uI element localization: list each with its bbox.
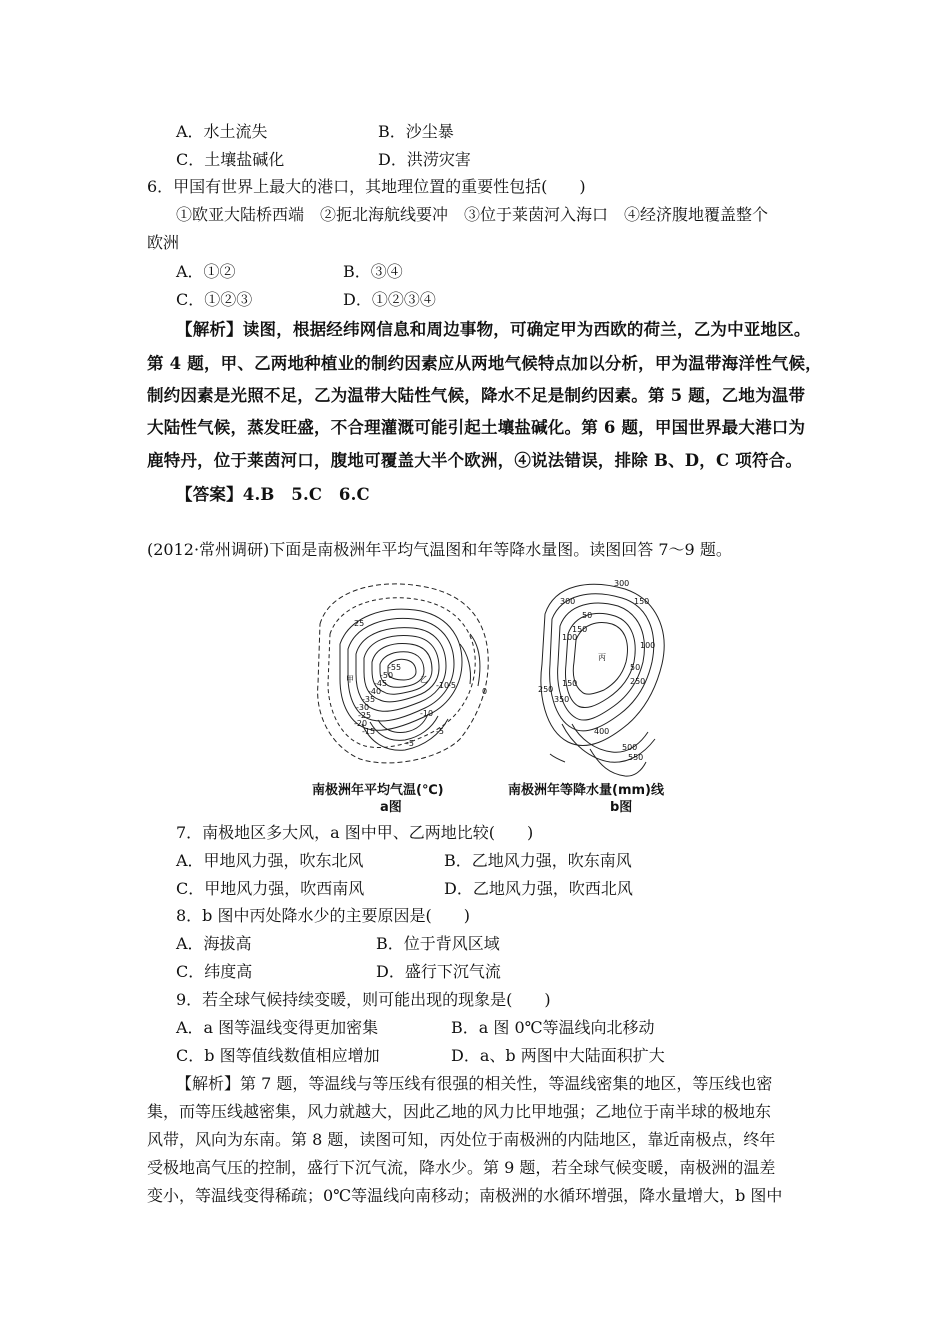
map-a-mark: -35: [362, 695, 376, 704]
analysis1-line1: 【解析】读图，根据经纬网信息和周边事物，可确定甲为西欧的荷兰，乙为中亚地区。: [176, 320, 811, 339]
map-a-mark: -5: [406, 739, 414, 748]
map-a-mark: -50: [380, 671, 394, 680]
analysis2-line2: 集，而等压线越密集，风力就越大，因此乙地的风力比甲地强；乙地位于南半球的极地东: [147, 1102, 772, 1121]
map-b-bing: 丙: [598, 653, 606, 662]
analysis1-answer: 【答案】4.B 5.C 6.C: [176, 485, 370, 504]
map-a-mark: -55: [388, 663, 402, 672]
isotherm-peninsula-2: [370, 716, 438, 740]
section-intro: (2012·常州调研)下面是南极洲年平均气温图和年等降水量图。读图回答 7～9 题。: [147, 540, 732, 559]
analysis1-line5: 鹿特丹，位于莱茵河口，腹地可覆盖大半个欧洲，④说法错误，排除 B、D，C 项符合。: [147, 451, 803, 470]
map-a-label: a图: [380, 800, 402, 815]
map-b-precipitation: [541, 584, 664, 776]
q7-stem: 7．南极地区多大风，a 图中甲、乙两地比较( ): [176, 823, 534, 842]
q8-option-d: D．盛行下沉气流: [376, 962, 501, 981]
antarctica-maps-figure: [310, 574, 690, 814]
q6-stem: 6．甲国有世界上最大的港口，其地理位置的重要性包括( ): [147, 177, 586, 196]
q9-option-a: A．a 图等温线变得更加密集: [176, 1018, 379, 1037]
q9-stem: 9．若全球气候持续变暖，则可能出现的现象是( ): [176, 990, 551, 1009]
map-b-mark: 50: [582, 611, 593, 620]
map-b-mark: 350: [554, 695, 570, 704]
isotherm-0-dashed: [318, 584, 489, 763]
map-b-mark: 300: [560, 597, 576, 606]
map-a-mark: -5: [436, 727, 444, 736]
map-a-mark: -20: [354, 719, 368, 728]
q8-stem: 8．b 图中丙处降水少的主要原因是( ): [176, 906, 470, 925]
map-b-label: b图: [610, 800, 633, 815]
island-mark: [550, 754, 565, 762]
map-b-mark: 150: [634, 597, 650, 606]
isohyet-outer-1: [541, 584, 664, 745]
map-a-mark: -25: [358, 711, 372, 720]
map-a-mark: -30: [356, 703, 370, 712]
q6-statements: ①欧亚大陆桥西端 ②扼北海航线要冲 ③位于莱茵河入海口 ④经济腹地覆盖整个: [176, 205, 769, 224]
q9-option-b: B．a 图 0℃等温线向北移动: [451, 1018, 655, 1037]
q8-option-c: C．纬度高: [176, 962, 253, 981]
q7-option-a: A．甲地风力强，吹东北风: [176, 851, 364, 870]
analysis2-line5: 变小，等温线变得稀疏；0℃等温线向南移动；南极洲的水循环增强，降水量增大，b 图中: [147, 1186, 783, 1205]
q6-option-d: D．①②③④: [343, 290, 436, 309]
analysis1-line2: 第 4 题，甲、乙两地种植业的制约因素应从两地气候特点加以分析，甲为温带海洋性气候，: [147, 354, 822, 373]
q5-option-c: C．土壤盐碱化: [176, 150, 285, 169]
map-b-mark: 150: [572, 625, 588, 634]
map-b-mark: 250: [538, 685, 554, 694]
q5-option-b: B．沙尘暴: [378, 122, 454, 141]
analysis2-line4: 受极地高气压的控制，盛行下沉气流，降水少。第 9 题，若全球气候变暖，南极洲的温差: [147, 1158, 776, 1177]
map-b-mark: 100: [640, 641, 656, 650]
map-b-mark: 400: [594, 727, 610, 736]
analysis1-line3: 制约因素是光照不足，乙为温带大陆性气候，降水不足是制约因素。第 5 题，乙地为温带: [147, 386, 806, 405]
map-a-yi: 乙: [420, 675, 428, 684]
map-b-mark: 150: [562, 679, 578, 688]
map-a-mark: -10: [420, 709, 434, 718]
q8-option-b: B．位于背风区域: [376, 934, 500, 953]
map-a-mark: 0: [482, 687, 488, 696]
analysis2-line3: 风带，风向为东南。第 8 题，读图可知，丙处位于南极洲的内陆地区，靠近南极点，终年: [147, 1130, 776, 1149]
q7-option-b: B．乙地风力强，吹东南风: [444, 851, 632, 870]
q6-option-b: B．③④: [343, 262, 403, 281]
q6-statements-cont: 欧洲: [147, 233, 180, 252]
antarctica-maps-svg: [310, 574, 690, 814]
map-a-mark: -40: [368, 687, 382, 696]
q6-option-a: A．①②: [176, 262, 236, 281]
q9-option-c: C．b 图等值线数值相应增加: [176, 1046, 380, 1065]
q7-option-c: C．甲地风力强，吹西南风: [176, 879, 365, 898]
q5-option-a: A．水土流失: [176, 122, 268, 141]
analysis2-line1: 【解析】第 7 题，等温线与等压线有很强的相关性，等温线密集的地区，等压线也密: [176, 1074, 773, 1093]
map-a-mark: -45: [374, 679, 388, 688]
q7-option-d: D．乙地风力强，吹西北风: [444, 879, 633, 898]
map-a-caption: 南极洲年平均气温(℃): [312, 783, 444, 798]
map-a-mark: -15: [362, 727, 376, 736]
analysis1-line4: 大陆性气候，蒸发旺盛，不合理灌溉可能引起土壤盐碱化。第 6 题，甲国世界最大港口为: [147, 418, 806, 437]
map-b-mark: 100: [562, 633, 578, 642]
map-b-mark: 500: [622, 743, 638, 752]
map-b-caption: 南极洲年等降水量(mm)线: [508, 783, 664, 798]
isotherm-east-2: [470, 634, 480, 686]
q5-option-d: D．洪涝灾害: [378, 150, 471, 169]
map-a-mark: -5: [448, 681, 456, 690]
map-a-mark: -10: [436, 681, 450, 690]
map-a-temperature: [318, 584, 489, 763]
map-b-mark: 550: [628, 753, 644, 762]
q9-option-d: D．a、b 两图中大陆面积扩大: [451, 1046, 665, 1065]
map-b-mark: 50: [630, 663, 641, 672]
map-a-mark: 25: [354, 619, 365, 628]
map-b-mark: 250: [630, 677, 646, 686]
q6-option-c: C．①②③: [176, 290, 253, 309]
map-a-jia: 甲: [346, 675, 354, 684]
q8-option-a: A．海拔高: [176, 934, 252, 953]
map-b-mark: 300: [614, 579, 630, 588]
